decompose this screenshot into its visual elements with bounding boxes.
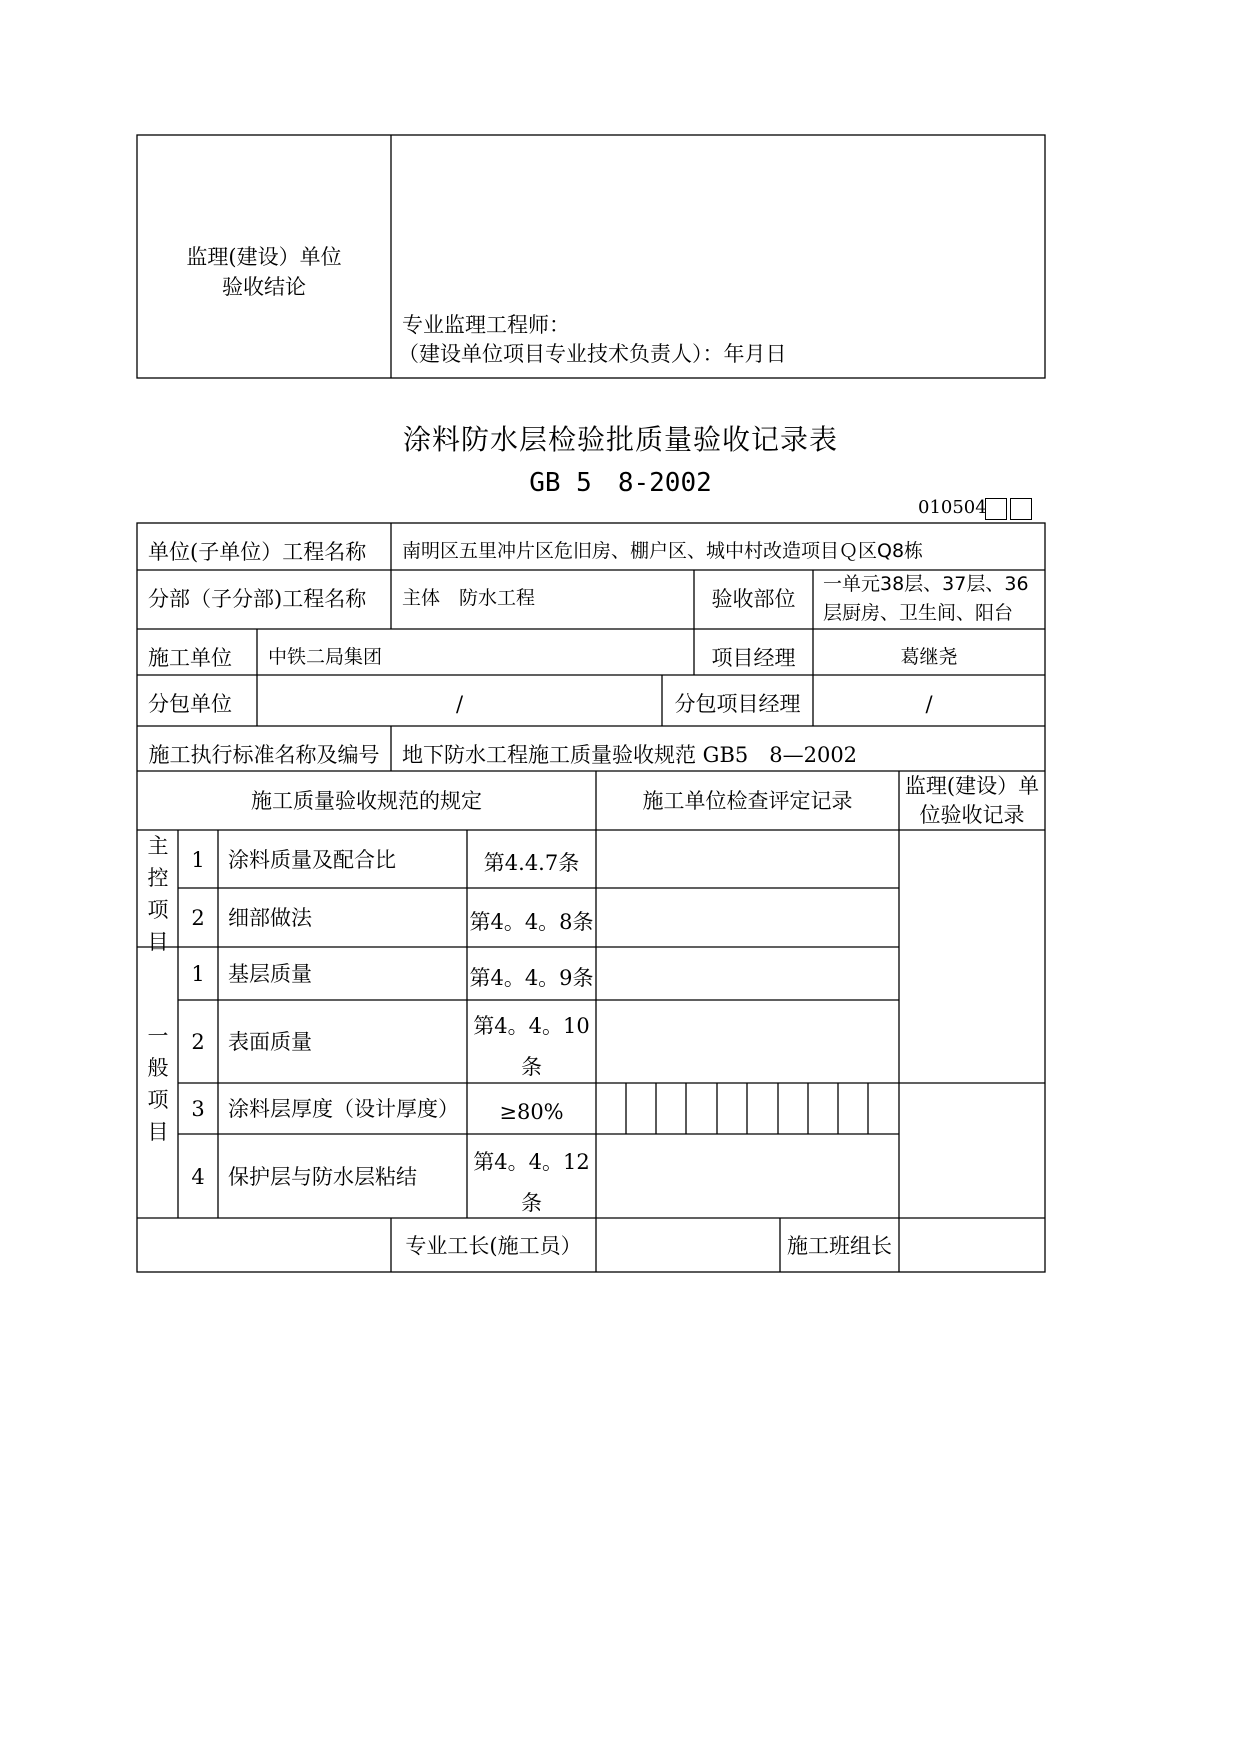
unit-project-label: 单位(子单位）工程名称 — [148, 540, 367, 564]
subcontractor-value: / — [455, 692, 464, 716]
supervisor-record-column-header: 监理(建设）单 — [904, 774, 1040, 798]
general-item-2-clause: 第4。4。10 — [473, 1014, 590, 1038]
contractor-label: 施工单位 — [148, 646, 232, 670]
general-item-4-name: 保护层与防水层粘结 — [228, 1165, 417, 1189]
supervisor-conclusion-label: 监理(建设）单位 — [186, 245, 342, 269]
standard-value: 地下防水工程施工质量验收规范 GB5 8—2002 — [402, 743, 858, 767]
general-group-label: 一般项目 — [147, 1024, 169, 1144]
main-item-2-name: 细部做法 — [228, 906, 312, 930]
project-manager-value: 葛继尧 — [900, 646, 958, 668]
form-number-box-1[interactable] — [985, 498, 1007, 520]
general-item-3-clause: ≥80% — [499, 1100, 564, 1124]
general-item-1-name: 基层质量 — [228, 962, 312, 986]
sub-manager-label: 分包项目经理 — [674, 692, 801, 716]
general-item-2-no: 2 — [191, 1030, 205, 1054]
supervisor-record-column-header-2: 位验收记录 — [919, 803, 1025, 827]
acceptance-part-value-1: 一单元38层、37层、36 — [823, 573, 1029, 595]
main-item-2-clause: 第4。4。8条 — [469, 910, 594, 934]
acceptance-part-label: 验收部位 — [711, 587, 796, 611]
standard-code: GB 5 8-2002 — [529, 468, 712, 498]
form-number: 010504 — [918, 497, 987, 518]
sub-manager-value: / — [925, 692, 933, 716]
supervisor-conclusion-label-2: 验收结论 — [222, 275, 306, 299]
main-item-1-name: 涂料质量及配合比 — [228, 848, 396, 872]
general-item-2-clause-2: 条 — [521, 1055, 542, 1079]
owner-technical-lead-line: （建设单位项目专业技术负责人）：年月日 — [398, 342, 787, 366]
general-item-4-no: 4 — [191, 1165, 205, 1189]
project-manager-label: 项目经理 — [711, 646, 796, 670]
general-item-3-no: 3 — [191, 1097, 205, 1121]
spec-column-header: 施工质量验收规范的规定 — [251, 789, 482, 813]
general-item-1-no: 1 — [191, 962, 205, 986]
main-item-1-no: 1 — [191, 848, 205, 872]
contractor-record-column-header: 施工单位检查评定记录 — [642, 789, 853, 813]
general-item-2-name: 表面质量 — [228, 1030, 312, 1054]
foreman-label: 专业工长(施工员） — [405, 1234, 582, 1258]
main-control-group-label: 主控项目 — [147, 834, 169, 954]
supervising-engineer-line: 专业监理工程师： — [402, 313, 570, 337]
general-item-1-clause: 第4。4。9条 — [469, 966, 594, 990]
general-item-3-name: 涂料层厚度（设计厚度） — [228, 1097, 459, 1121]
contractor-value: 中铁二局集团 — [268, 646, 383, 668]
general-item-4-clause-2: 条 — [521, 1191, 542, 1215]
team-leader-label: 施工班组长 — [787, 1234, 892, 1258]
form-number-box-2[interactable] — [1010, 498, 1032, 520]
main-item-1-clause: 第4.4.7条 — [483, 851, 580, 875]
subcontractor-label: 分包单位 — [148, 692, 232, 716]
main-item-2-no: 2 — [191, 906, 205, 930]
unit-project-value: 南明区五里冲片区危旧房、棚户区、城中村改造项目Ｑ区Q8栋 — [402, 540, 924, 562]
sub-project-label: 分部（子分部)工程名称 — [148, 587, 367, 611]
sub-project-value: 主体 防水工程 — [402, 587, 536, 609]
general-item-4-clause: 第4。4。12 — [473, 1150, 590, 1174]
form-title: 涂料防水层检验批质量验收记录表 — [402, 423, 838, 456]
standard-label: 施工执行标准名称及编号 — [148, 743, 380, 767]
acceptance-part-value-2: 层厨房、卫生间、阳台 — [823, 602, 1014, 624]
